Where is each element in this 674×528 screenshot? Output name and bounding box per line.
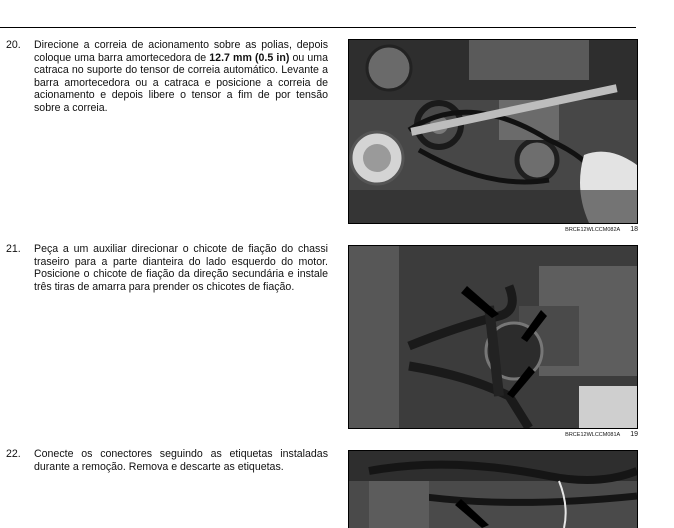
step-20 bbox=[6, 39, 328, 115]
engine-belt-photo bbox=[348, 39, 638, 224]
header-rule bbox=[0, 27, 636, 28]
figure-caption-18: BRCE12WLCCM082A 18 bbox=[565, 226, 638, 233]
connector-photo bbox=[348, 450, 638, 528]
step-22 bbox=[6, 448, 328, 473]
step-number: 21. bbox=[6, 243, 21, 255]
figure-caption-19: BRCE12WLCCM081A 19 bbox=[565, 431, 638, 438]
harness-photo bbox=[348, 245, 638, 429]
step-text-bold: 12.7 mm (0.5 in) bbox=[209, 51, 290, 64]
step-number: 20. bbox=[6, 39, 21, 51]
step-text: Conecte os conectores seguindo as etiquetas instaladas durante a remoção. Remova e descarte as etiquetas. bbox=[34, 448, 328, 473]
step-21 bbox=[6, 243, 328, 293]
step-number: 22. bbox=[6, 448, 21, 460]
step-text: Direcione a correia de acionamento sobre as polias, depois coloque uma barra amortecedora de 12.7 mm (0.5 in) ou uma catraca no suporte do tensor de correia automático. Levante a barra amortecedora ou a catraca e posicione a correia de acionamento e depois libere o tensor a fim de por tensão sobre a correia. bbox=[34, 39, 329, 114]
step-text: Peça a um auxiliar direcionar o chicote de fiação do chassi traseiro para a parte dianteira do lado esquerdo do motor. Posicione o chicote de fiação da direção secundária e instale três tiras de amarra para prender os chicotes de fiação. bbox=[34, 243, 328, 293]
